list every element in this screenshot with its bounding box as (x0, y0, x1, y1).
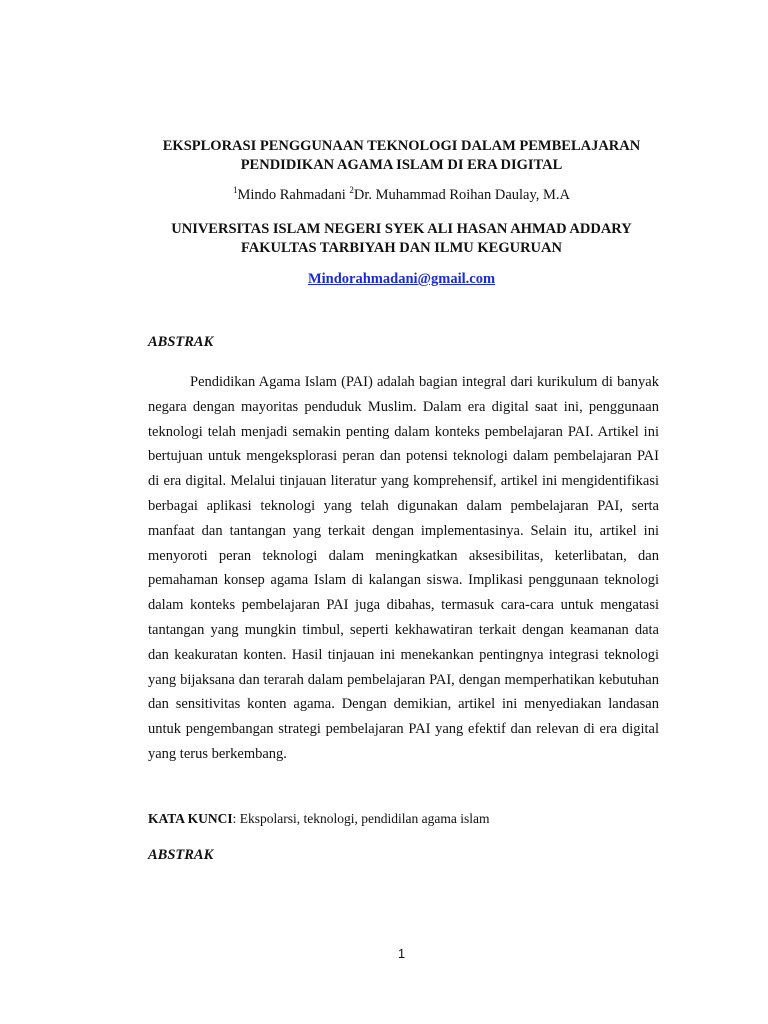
author-line (100, 186, 703, 205)
abstract-paragraph: Pendidikan Agama Islam (PAI) adalah bagian integral dari kurikulum di banyak negara dengan mayoritas penduduk Muslim. Dalam era digital saat ini, penggunaan teknologi telah menjadi semakin penting dalam konteks pembelajaran PAI. Artikel ini bertujuan untuk mengeksplorasi peran dan potensi teknologi dalam pembelajaran PAI di era digital. Melalui tinjauan literatur yang komprehensif, artikel ini mengidentifikasi berbagai aplikasi teknologi yang telah digunakan dalam pembelajaran PAI, serta manfaat dan tantangan yang terkait dengan implementasinya. Selain itu, artikel ini menyoroti peran teknologi dalam meningkatkan aksesibilitas, keterlibatan, dan pemahaman konsep agama Islam di kalangan siswa. Implikasi penggunaan teknologi dalam konteks pembelajaran PAI juga dibahas, termasuk cara-cara untuk mengatasi tantangan yang mungkin timbul, seperti kekhawatiran terkait dengan keamanan data dan keakuratan konten. Hasil tinjauan ini menekankan pentingnya integrasi teknologi yang bijaksana dan terarah dalam pembelajaran PAI, dengan memperhatikan kebutuhan dan sensitivitas konten agama. Dengan demikian, artikel ini menyediakan landasan untuk pengembangan strategi pembelajaran PAI yang efektif dan relevan di era digital yang terus berkembang. (148, 374, 659, 762)
page-number: 1 (397, 946, 406, 961)
second-abstract-heading: ABSTRAK (148, 847, 214, 863)
affiliation-block (100, 220, 703, 258)
keywords-values: : Ekspolarsi, teknologi, pendidilan agama islam (232, 811, 490, 826)
faculty-name: FAKULTAS TARBIYAH DAN ILMU KEGURUAN (241, 240, 562, 256)
keywords-label: KATA KUNCI (148, 811, 233, 826)
email-link[interactable]: Mindorahmadani@gmail.com (307, 271, 496, 287)
university-name: UNIVERSITAS ISLAM NEGERI SYEK ALI HASAN AHMAD ADDARY (171, 221, 632, 237)
author-1-superscript: 1 (232, 185, 238, 195)
author-1-name: Mindo Rahmadani (237, 187, 350, 203)
author-2-name: Dr. Muhammad Roihan Daulay, M.A (353, 187, 571, 203)
abstract-heading: ABSTRAK (148, 334, 214, 350)
email-line (100, 270, 703, 289)
keywords-line (148, 809, 659, 828)
author-2-superscript: 2 (349, 185, 354, 195)
paper-title: EKSPLORASI PENGGUNAAN TEKNOLOGI DALAM PEMBELAJARAN PENDIDIKAN AGAMA ISLAM DI ERA DIGITAL (162, 138, 641, 173)
